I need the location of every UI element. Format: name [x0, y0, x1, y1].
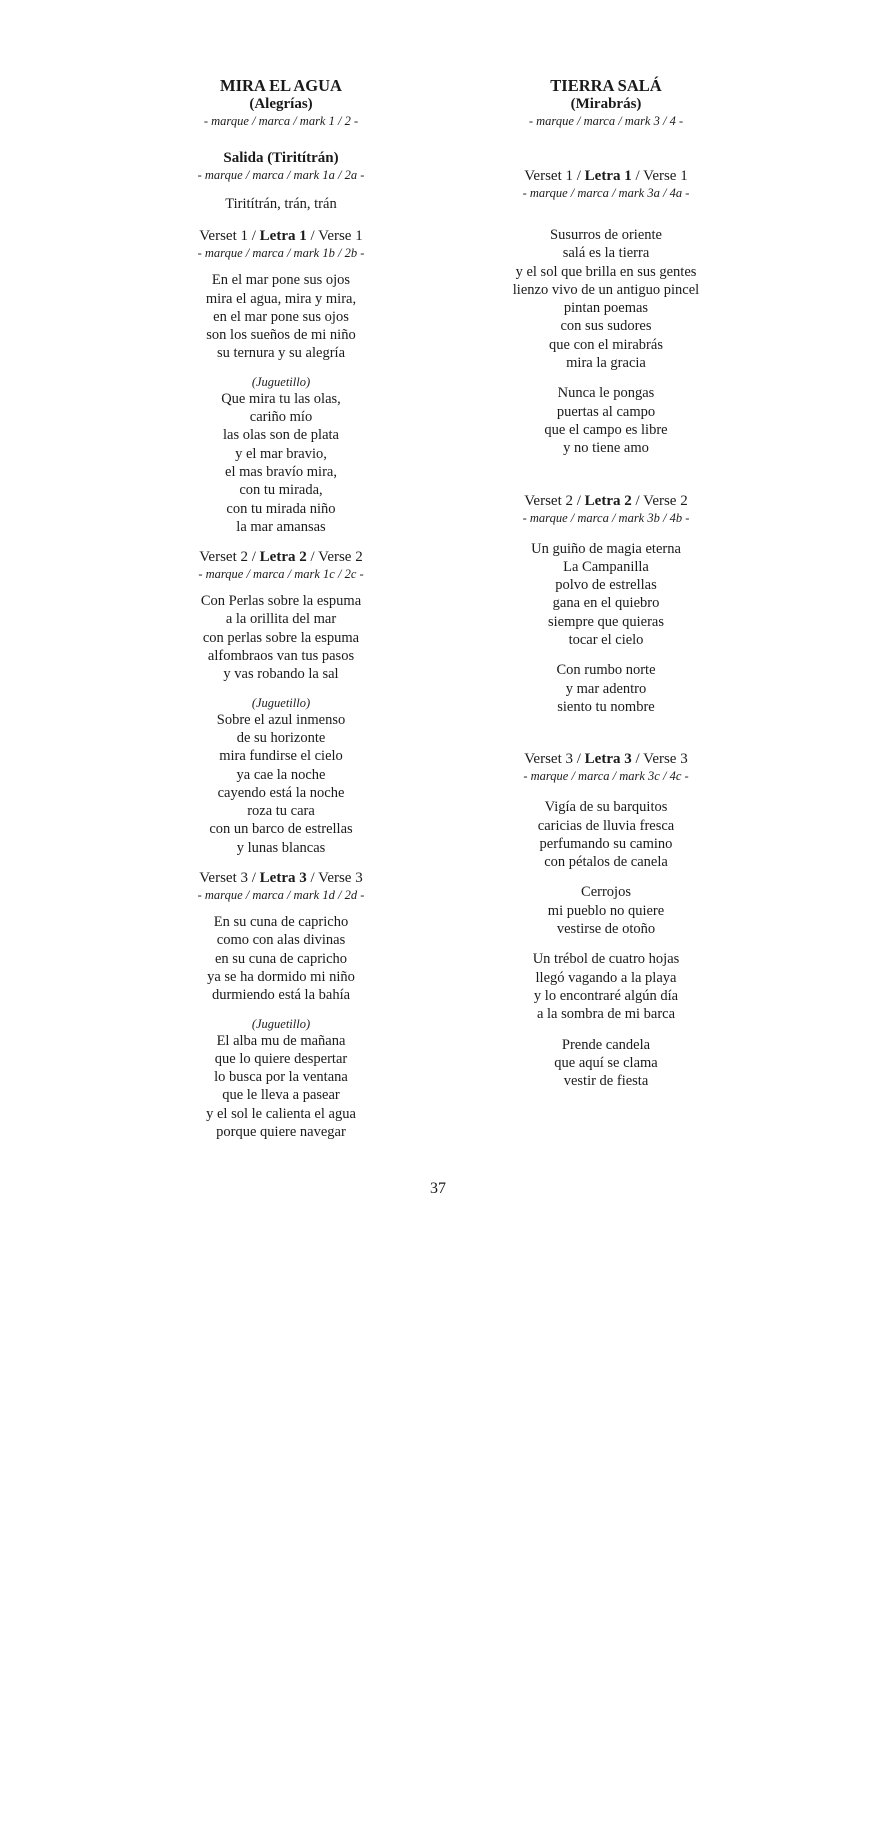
lyric-line: La Campanilla — [563, 558, 649, 575]
lyric-line: con un barco de estrellas — [209, 821, 353, 838]
page-number: 37 — [430, 1180, 446, 1197]
mark-label: - marque / marca / mark 1a / 2a - — [197, 168, 365, 182]
lyric-line: Un trébol de cuatro hojas — [532, 951, 680, 968]
verse-heading: Verset 2 / Letra 2 / Verse 2 — [199, 549, 363, 566]
lyric-line: caricias de lluvia fresca — [537, 817, 675, 834]
verse-heading: Verset 3 / Letra 3 / Verse 3 — [199, 870, 363, 887]
lyric-line: El alba mu de mañana — [216, 1032, 346, 1049]
lyric-line: a la orillita del mar — [225, 611, 337, 628]
stanza — [480, 950, 732, 1023]
mark-label: - marque / marca / mark 1 / 2 - — [203, 114, 359, 128]
song-title: MIRA EL AGUA — [220, 76, 342, 95]
stanza — [150, 1032, 412, 1142]
lyric-line: perfumando su camino — [539, 835, 673, 852]
lyric-line: siempre que quieras — [548, 613, 664, 630]
lyric-line: que el campo es libre — [544, 421, 668, 438]
lyric-line: que aquí se clama — [554, 1054, 658, 1071]
lyric-line: tocar el cielo — [568, 632, 644, 649]
lyric-line: Susurros de oriente — [550, 227, 662, 243]
lyric-line: mira el agua, mira y mira, — [205, 290, 357, 307]
lyric-line: como con alas divinas — [216, 932, 346, 949]
lyric-line: y mar adentro — [565, 680, 647, 697]
lyric-line: mi pueblo no quiere — [547, 902, 665, 919]
stanza — [150, 913, 412, 1004]
stanza — [480, 226, 732, 372]
mark-label: - marque / marca / mark 3a / 4a - — [522, 186, 690, 200]
stanza — [480, 661, 732, 716]
stanza — [150, 390, 412, 536]
lyric-line: en el mar pone sus ojos — [213, 308, 349, 325]
lyric-line: mira fundirse el cielo — [219, 748, 343, 765]
stanza — [150, 271, 412, 362]
juguetillo-label: (Juguetillo) — [251, 374, 311, 389]
song-subtitle: (Alegrías) — [249, 96, 313, 112]
stanza — [480, 798, 732, 871]
lyric-line: durmiendo está la bahía — [211, 987, 351, 1004]
lyric-line: roza tu cara — [247, 803, 315, 820]
lyric-line: son los sueños de mi niño — [206, 327, 356, 344]
mark-label: - marque / marca / mark 3c / 4c - — [523, 769, 689, 784]
lyric-line: con tu mirada, — [239, 482, 323, 499]
lyric-line: y lunas blancas — [236, 839, 326, 856]
stanza — [150, 711, 412, 857]
lyric-line: que lo quiere despertar — [214, 1050, 348, 1067]
lyric-line: y no tiene amo — [563, 440, 649, 457]
lyric-line: en su cuna de capricho — [214, 950, 348, 967]
lyric-line: con sus sudores — [560, 318, 652, 335]
mark-label: - marque / marca / mark 1c / 2c - — [198, 567, 364, 582]
lyric-line: En el mar pone sus ojos — [211, 272, 351, 289]
stanza — [480, 540, 732, 650]
right-column — [480, 76, 732, 1090]
lyric-line: con perlas sobre la espuma — [202, 629, 360, 646]
lyric-line: su ternura y su alegría — [216, 345, 346, 362]
lyric-line: Prende candela — [561, 1036, 651, 1053]
lyric-line: ya se ha dormido mi niño — [207, 968, 355, 985]
lyric-line: que con el mirabrás — [549, 336, 663, 353]
lyric-line: pintan poemas — [563, 300, 649, 317]
mark-label: - marque / marca / mark 3b / 4b - — [522, 510, 690, 525]
lyric-line: que le lleva a pasear — [222, 1087, 340, 1104]
lyric-line: Un guiño de magia eterna — [531, 540, 681, 557]
lyric-line: puertas al campo — [556, 403, 656, 420]
lyric-line: cariño mío — [249, 409, 313, 426]
lyric-line: lienzo vivo de un antiguo pincel — [512, 281, 700, 298]
lyric-line: llegó vagando a la playa — [535, 969, 677, 986]
lyric-line: alfombraos van tus pasos — [207, 648, 355, 665]
lyric-line: Sobre el azul inmenso — [216, 711, 346, 728]
verse-heading: Verset 3 / Letra 3 / Verse 3 — [524, 751, 688, 768]
lyric-line: y vas robando la sal — [223, 666, 339, 683]
mark-label: - marque / marca / mark 1d / 2d - — [197, 888, 365, 903]
lyric-line: Con rumbo norte — [556, 662, 656, 679]
song-title: TIERRA SALÁ — [550, 76, 662, 95]
verse-heading: Verset 2 / Letra 2 / Verse 2 — [524, 492, 688, 509]
lyric-line: las olas son de plata — [223, 427, 339, 444]
mark-label: - marque / marca / mark 1b / 2b - — [197, 246, 365, 261]
lyric-line: y el mar bravio, — [235, 445, 327, 462]
lyric-line: Que mira tu las olas, — [221, 390, 341, 407]
lyric-line: Vigía de su barquitos — [544, 799, 668, 816]
lyric-line: y lo encontraré algún día — [533, 987, 679, 1004]
stanza — [150, 592, 412, 683]
juguetillo-label: (Juguetillo) — [251, 1016, 311, 1031]
lyric-line: En su cuna de capricho — [213, 914, 349, 931]
lyric-line: polvo de estrellas — [555, 577, 657, 594]
lyric-line: lo busca por la ventana — [214, 1069, 348, 1086]
mark-label: - marque / marca / mark 3 / 4 - — [528, 114, 684, 128]
lyric-line: vestirse de otoño — [556, 921, 656, 938]
lyric-line: salá es la tierra — [562, 245, 650, 262]
lyric-line: ya cae la noche — [236, 766, 326, 783]
lyric-line: con tu mirada niño — [226, 500, 336, 517]
lyric-line: de su horizonte — [236, 729, 326, 746]
juguetillo-label: (Juguetillo) — [251, 695, 311, 710]
lyric-line: Tiritítrán, trán, trán — [225, 196, 337, 212]
lyric-line: Con Perlas sobre la espuma — [200, 593, 362, 610]
lyric-line: el mas bravío mira, — [225, 463, 337, 480]
lyric-line: y el sol le calienta el agua — [206, 1105, 356, 1122]
lyric-line: la mar amansas — [236, 518, 326, 535]
lyric-line: gana en el quiebro — [552, 595, 660, 612]
lyric-line: Cerrojos — [581, 884, 631, 901]
stanza — [480, 1036, 732, 1091]
lyric-line: mira la gracia — [566, 355, 646, 372]
section-title: Salida (Tiritítrán) — [223, 150, 339, 166]
lyric-line: vestir de fiesta — [563, 1073, 649, 1090]
song-subtitle: (Mirabrás) — [570, 96, 642, 112]
lyric-line: con pétalos de canela — [544, 854, 668, 871]
stanza — [480, 883, 732, 938]
verse-heading: Verset 1 / Letra 1 / Verse 1 — [199, 228, 363, 245]
verse-heading: Verset 1 / Letra 1 / Verse 1 — [524, 168, 688, 184]
stanza — [480, 384, 732, 457]
lyric-line: cayendo está la noche — [217, 784, 345, 801]
lyric-line: a la sombra de mi barca — [536, 1006, 676, 1023]
lyric-line: Nunca le pongas — [557, 385, 655, 402]
lyric-line: siento tu nombre — [557, 698, 655, 715]
left-column — [150, 76, 412, 1141]
lyric-line: porque quiere navegar — [216, 1123, 346, 1140]
lyric-line: y el sol que brilla en sus gentes — [515, 263, 697, 280]
